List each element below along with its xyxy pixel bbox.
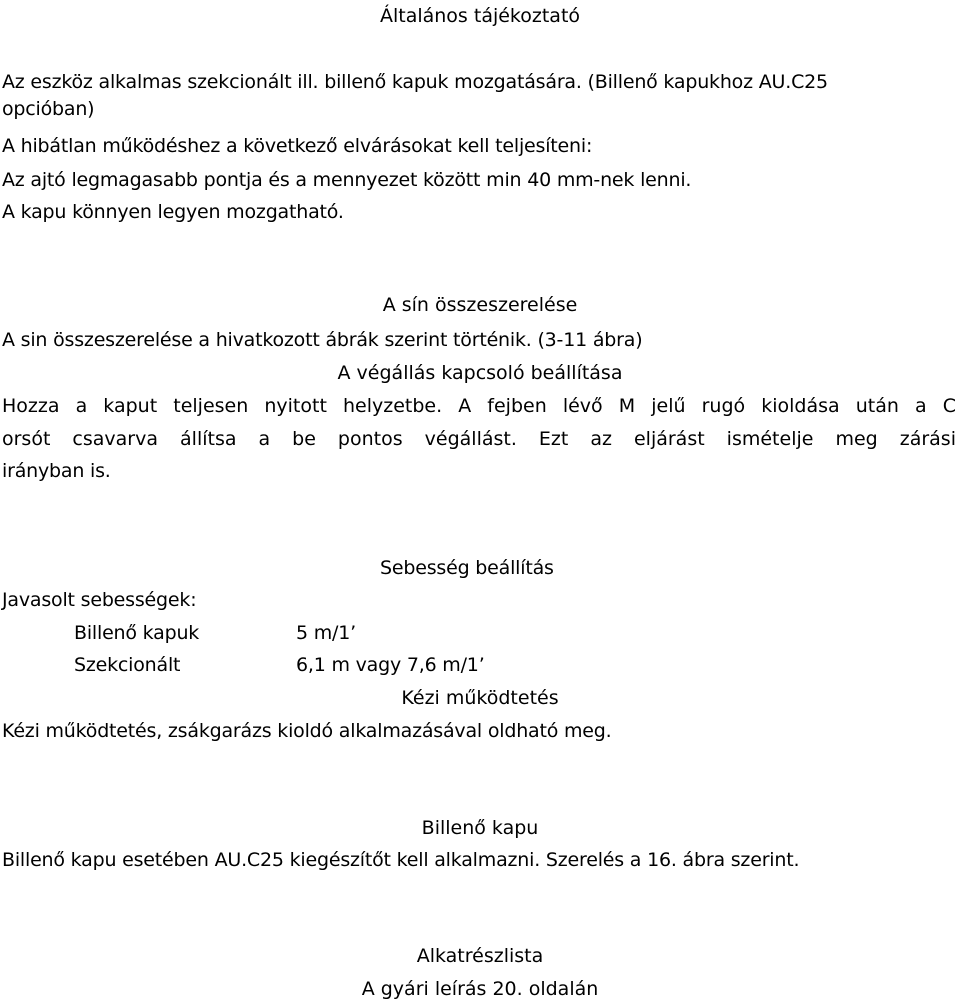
section-title-parts-list: Alkatrészlista: [416, 945, 544, 967]
speed-row-type: Billenő kapuk: [74, 622, 200, 644]
general-line-1: Az eszköz alkalmas szekcionált ill. billenő kapuk mozgatására. (Billenő kapukhoz AU.C25: [2, 71, 828, 93]
manual-text: Kézi működtetés, zsákgarázs kioldó alkalmazásával oldható meg.: [2, 720, 612, 742]
section-title-rail: A sín összeszerelése: [382, 294, 578, 316]
speed-row-value: 5 m/1’: [296, 622, 356, 644]
speed-intro: Javasolt sebességek:: [2, 589, 197, 611]
limit-line-2: orsót csavarva állítsa a be pontos végállást. Ezt az eljárást ismételje meg zárási: [2, 428, 956, 450]
general-line-4: Az ajtó legmagasabb pontja és a mennyezet között min 40 mm-nek lenni.: [2, 169, 692, 191]
section-title-general: Általános tájékoztató: [379, 5, 581, 27]
tilt-gate-text: Billenő kapu esetében AU.C25 kiegészítőt kell alkalmazni. Szerelés a 16. ábra szerint.: [2, 849, 800, 871]
section-title-speed: Sebesség beállítás: [380, 557, 554, 579]
speed-row-type: Szekcionált: [74, 654, 181, 676]
parts-list-text: A gyári leírás 20. oldalán: [361, 978, 599, 1000]
general-line-5: A kapu könnyen legyen mozgatható.: [2, 201, 344, 223]
section-title-tilt-gate: Billenő kapu: [421, 817, 539, 839]
limit-line-1: Hozza a kaput teljesen nyitott helyzetbe. A fejben lévő M jelű rugó kioldása után a C: [2, 395, 956, 417]
speed-row-value: 6,1 m vagy 7,6 m/1’: [296, 654, 485, 676]
general-line-2: opcióban): [2, 98, 95, 120]
rail-text: A sin összeszerelése a hivatkozott ábrák szerint történik. (3-11 ábra): [2, 329, 643, 351]
limit-line-3: irányban is.: [2, 460, 111, 482]
section-title-limit-switch: A végállás kapcsoló beállítása: [337, 362, 623, 384]
general-line-3: A hibátlan működéshez a következő elvárásokat kell teljesíteni:: [2, 135, 593, 157]
section-title-manual: Kézi működtetés: [401, 687, 559, 709]
